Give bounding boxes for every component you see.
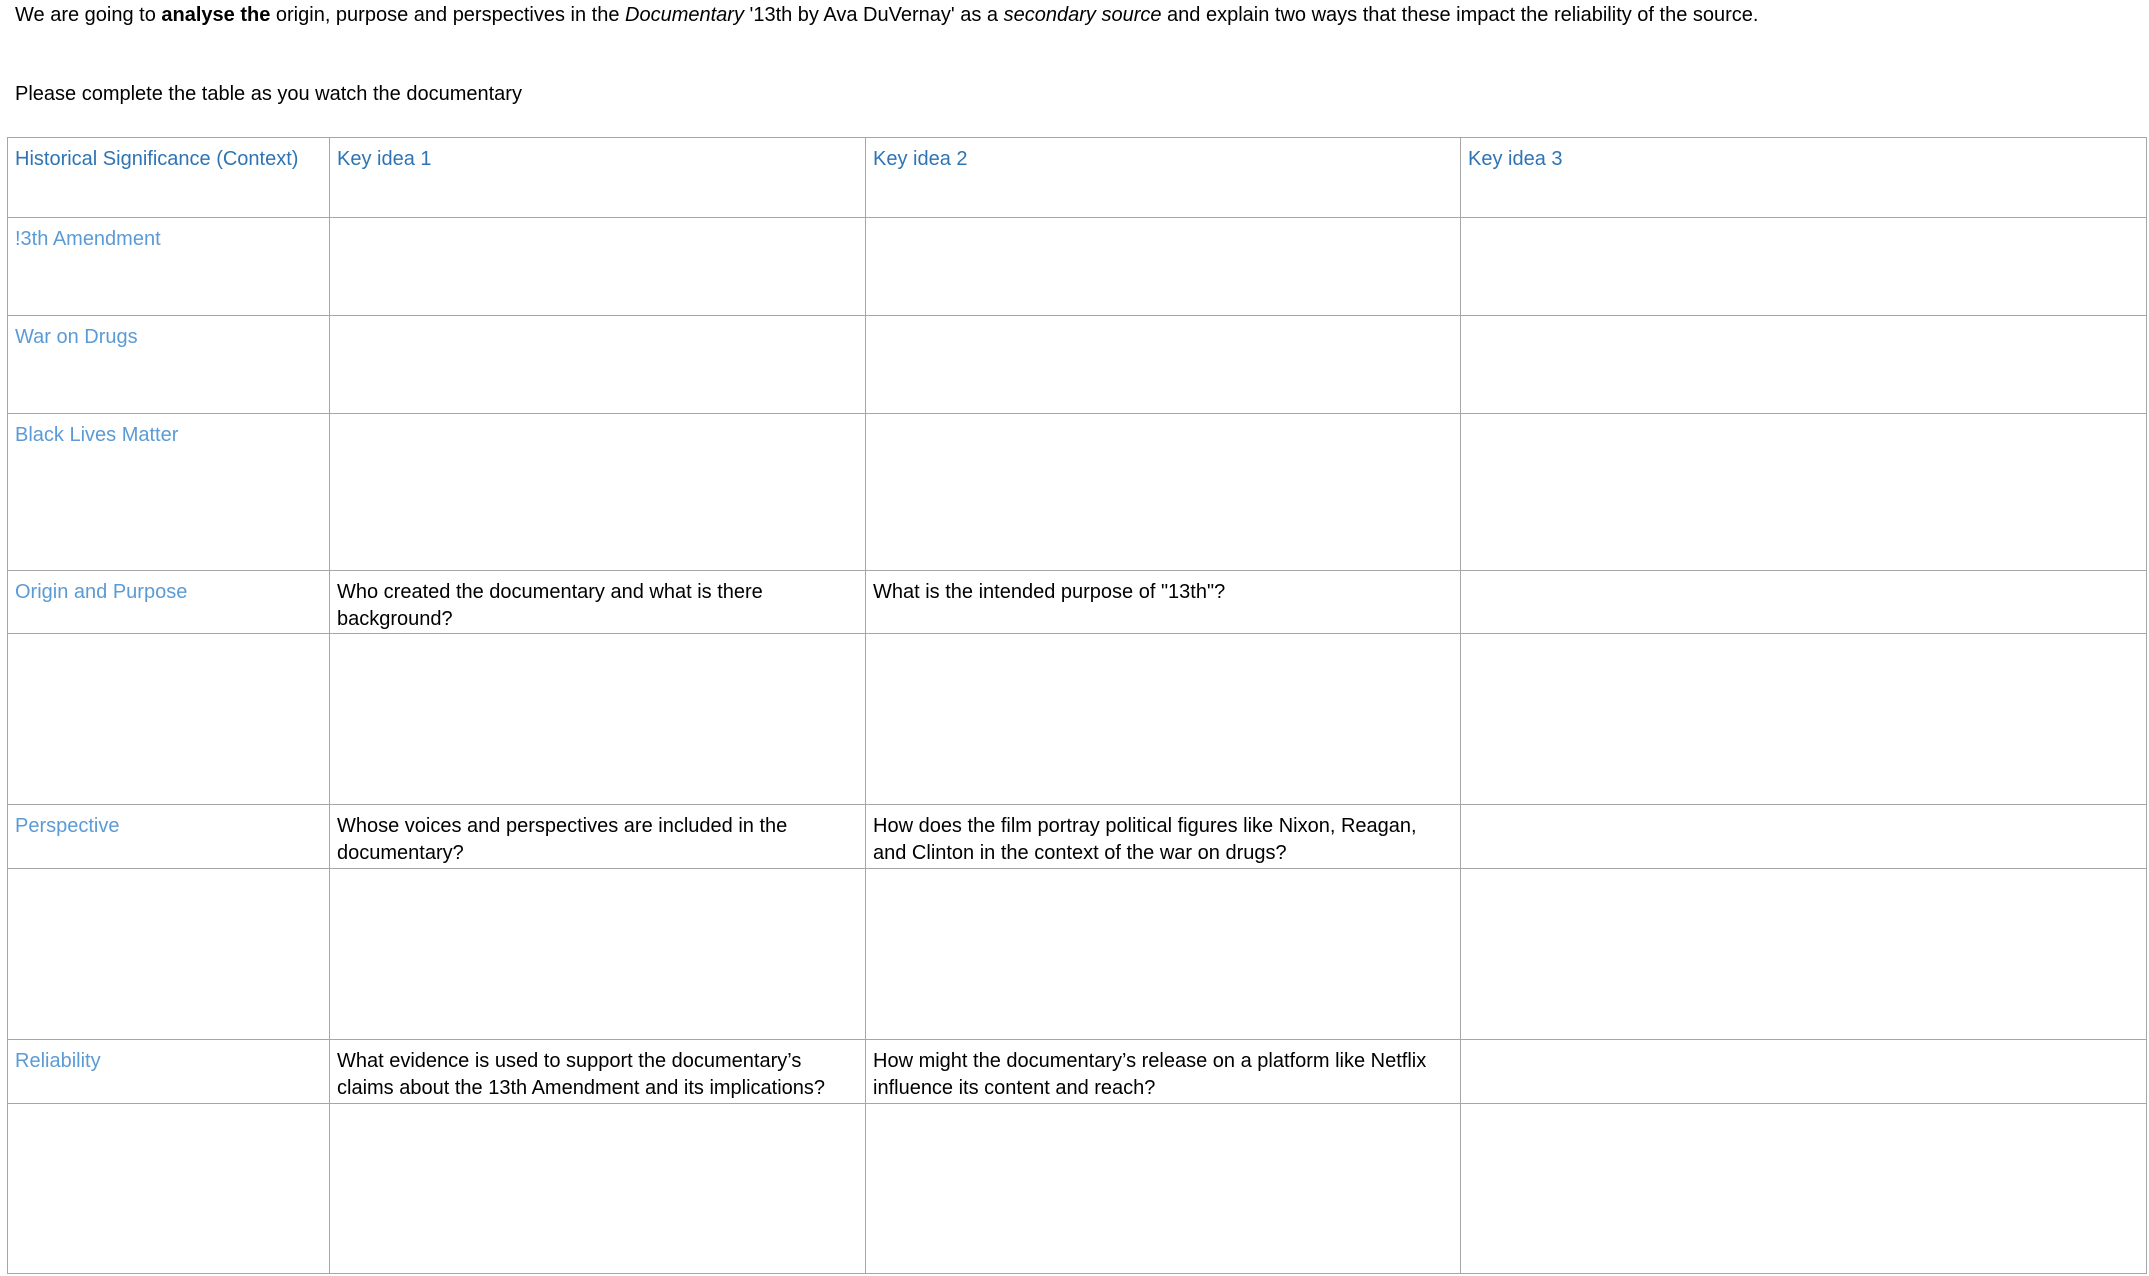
cell-war-on-drugs-key-idea-1[interactable] [330, 316, 866, 414]
origin-answer-3[interactable] [1461, 634, 2147, 805]
intro-bold: analyse the [161, 4, 271, 26]
instruction-text: Please complete the table as you watch the documentary [15, 83, 522, 105]
intro-italic-documentary: Documentary [625, 4, 744, 26]
origin-question-1: Who created the documentary and what is there background? [330, 571, 866, 634]
cell-13th-amendment-key-idea-3[interactable] [1461, 218, 2147, 316]
header-key-idea-2: Key idea 2 [866, 138, 1461, 218]
table-header-row [8, 138, 2147, 218]
reliability-question-3-cell[interactable] [1461, 1040, 2147, 1104]
table-row-13th-amendment [8, 218, 2147, 316]
worksheet-table [7, 137, 2147, 1274]
origin-question-2: What is the intended purpose of "13th"? [866, 571, 1461, 634]
reliability-question-1: What evidence is used to support the documentary’s claims about the 13th Amendment and its implications? [330, 1040, 866, 1104]
intro-text-4: and explain two ways that these impact the reliability of the source. [1161, 4, 1759, 26]
intro-text-1: We are going to [15, 4, 162, 26]
table-row-war-on-drugs [8, 316, 2147, 414]
header-key-idea-1: Key idea 1 [330, 138, 866, 218]
row-label-origin-and-purpose: Origin and Purpose [8, 571, 330, 634]
reliability-answer-3[interactable] [1461, 1104, 2147, 1274]
origin-answer-2[interactable] [866, 634, 1461, 805]
row-label-13th-amendment: !3th Amendment [8, 218, 330, 316]
cell-13th-amendment-key-idea-1[interactable] [330, 218, 866, 316]
row-label-perspective: Perspective [8, 805, 330, 869]
cell-war-on-drugs-key-idea-2[interactable] [866, 316, 1461, 414]
header-historical-significance: Historical Significance (Context) [8, 138, 330, 218]
reliability-answer-label-cell[interactable] [8, 1104, 330, 1274]
perspective-question-2: How does the film portray political figures like Nixon, Reagan, and Clinton in the context of the war on drugs? [866, 805, 1461, 869]
header-key-idea-3: Key idea 3 [1461, 138, 2147, 218]
table-row-perspective [8, 805, 2147, 869]
perspective-answer-1[interactable] [330, 869, 866, 1040]
intro-text-3: '13th by Ava DuVernay' as a [743, 4, 1004, 26]
cell-blm-key-idea-3[interactable] [1461, 414, 2147, 571]
row-label-black-lives-matter: Black Lives Matter [8, 414, 330, 571]
table-row-perspective-answers [8, 869, 2147, 1040]
reliability-answer-1[interactable] [330, 1104, 866, 1274]
cell-13th-amendment-key-idea-2[interactable] [866, 218, 1461, 316]
cell-blm-key-idea-2[interactable] [866, 414, 1461, 571]
perspective-answer-2[interactable] [866, 869, 1461, 1040]
reliability-answer-2[interactable] [866, 1104, 1461, 1274]
table-row-origin-and-purpose [8, 571, 2147, 634]
origin-answer-label-cell[interactable] [8, 634, 330, 805]
origin-question-3-cell[interactable] [1461, 571, 2147, 634]
table-row-reliability-answers [8, 1104, 2147, 1274]
row-label-reliability: Reliability [8, 1040, 330, 1104]
cell-war-on-drugs-key-idea-3[interactable] [1461, 316, 2147, 414]
intro-paragraph [15, 2, 1758, 28]
cell-blm-key-idea-1[interactable] [330, 414, 866, 571]
perspective-question-3-cell[interactable] [1461, 805, 2147, 869]
row-label-war-on-drugs: War on Drugs [8, 316, 330, 414]
reliability-question-2: How might the documentary’s release on a platform like Netflix influence its content and reach? [866, 1040, 1461, 1104]
table-row-reliability [8, 1040, 2147, 1104]
perspective-answer-3[interactable] [1461, 869, 2147, 1040]
table-row-origin-answers [8, 634, 2147, 805]
table-row-black-lives-matter [8, 414, 2147, 571]
intro-text-2: origin, purpose and perspectives in the [270, 4, 626, 26]
intro-italic-secondary-source: secondary source [1003, 4, 1162, 26]
origin-answer-1[interactable] [330, 634, 866, 805]
perspective-answer-label-cell[interactable] [8, 869, 330, 1040]
perspective-question-1: Whose voices and perspectives are included in the documentary? [330, 805, 866, 869]
